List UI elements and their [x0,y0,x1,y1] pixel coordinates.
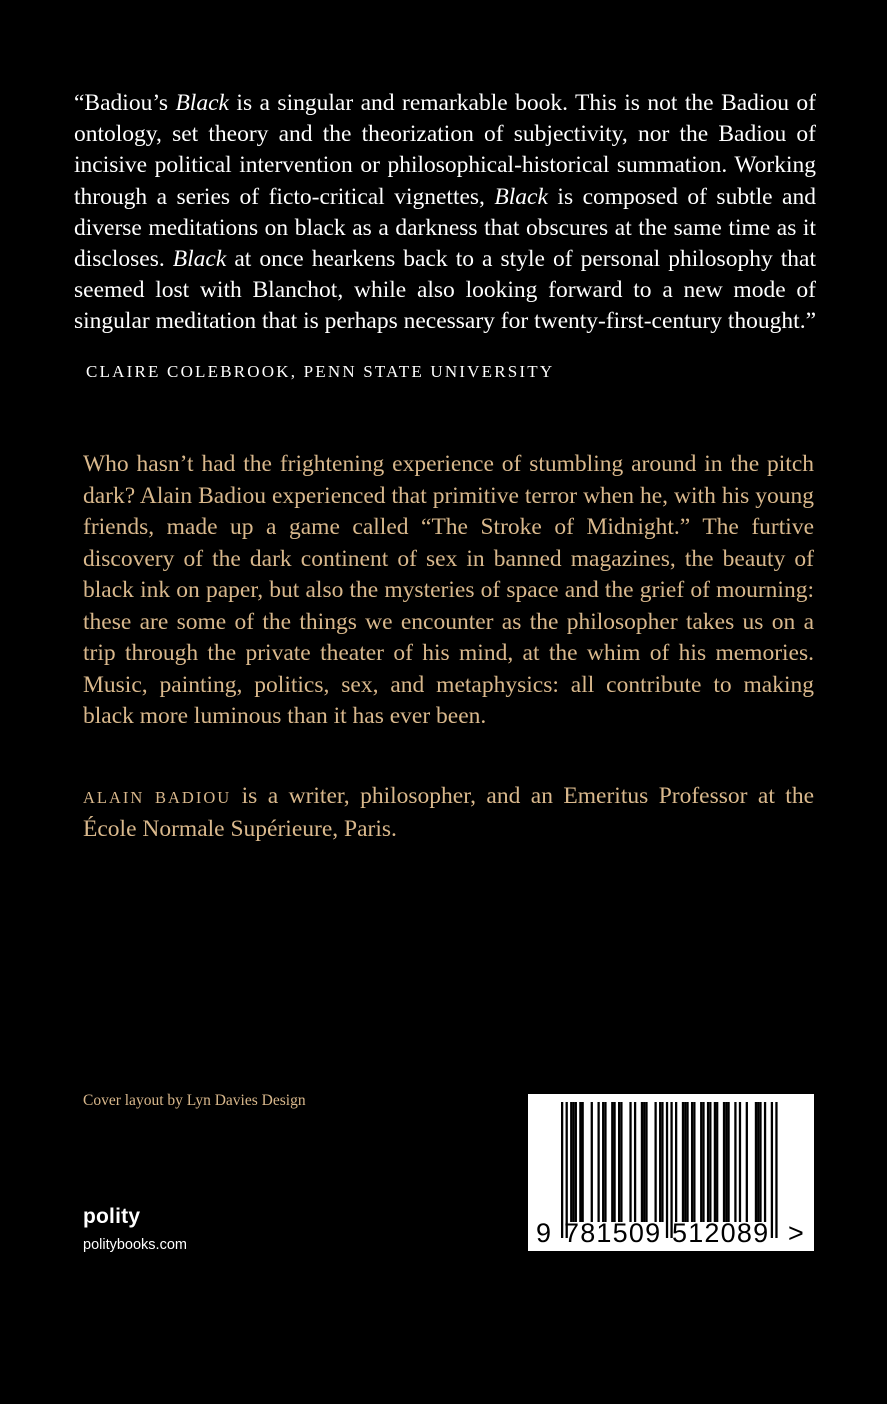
barcode-bar [641,1102,643,1222]
book-title-italic: Black [172,246,227,273]
isbn-barcode [528,1094,814,1251]
barcode-bar [643,1102,645,1222]
barcode-bar [620,1102,622,1222]
isbn-group-left: 781509 [564,1218,662,1248]
isbn-group-right: 512089 [672,1218,770,1248]
book-title-italic: Black [175,90,229,116]
barcode-bar [755,1102,757,1222]
barcode-bar [682,1102,684,1222]
barcode-bar [611,1102,613,1222]
isbn-arrow: > [788,1218,804,1248]
barcode-bar [707,1102,709,1222]
barcode-bar [727,1102,729,1222]
barcode-bar [659,1102,661,1222]
barcode-bar [661,1102,663,1222]
barcode-bar [746,1102,748,1222]
publisher-logo: polity [83,1205,141,1228]
barcode-bar [602,1102,604,1222]
barcode-bar [723,1102,725,1222]
author-name: ALAIN BADIOU [83,788,232,807]
barcode-bar [618,1102,620,1222]
barcode-bar [716,1102,718,1222]
endorsement-quote: “Badiou’s Black is a singular and remarkable book. This is not the Badiou of ontology, set theory and the theorization of subjectivity, nor the Badiou of incisive political intervention or philosophical-historical summation. Working through a series of ficto-critical vignettes, Black is composed of subtle and diverse meditations on black as a darkness that obscures at the same time as it discloses. Black at once hearkens back to a style of personal philosophy that seemed lost with Blanchot, while also looking forward to a new mode of singular meditation that is perhaps necessary for twenty-first-century thought.” [74,90,816,335]
barcode-bar [597,1102,599,1222]
barcode-bar [709,1102,711,1222]
barcode-bar [613,1102,615,1222]
barcode-bar [572,1102,574,1222]
barcode-bar [582,1102,584,1222]
book-description: Who hasn’t had the frightening experience of stumbling around in the pitch dark? Alain Badiou experienced that primitive terror when he, with his young friends, made up a game called “The Stroke of Midnight.” The furtive discovery of the dark continent of sex in banned magazines, the beauty of black ink on paper, but also the mysteries of space and the grief of mourning: these are some of the things we encounter as the philosopher takes us on a trip through the private theater of his mind, at the whim of his memories. Music, painting, politics, sex, and metaphysics: all contribute to making black more luminous than it has ever been. [83,451,814,729]
endorsement-attribution: CLAIRE COLEBROOK, PENN STATE UNIVERSITY [86,362,555,381]
barcode-bar [691,1102,693,1222]
barcode-bar [739,1102,741,1222]
publisher-url: politybooks.com [83,1237,187,1253]
barcode-bar [700,1102,702,1222]
isbn-first-digit: 9 [536,1218,552,1248]
barcode-bar [693,1102,695,1222]
barcode-bar [604,1102,606,1222]
barcode-bar [757,1102,759,1222]
barcode-bar [759,1102,761,1222]
cover-credit: Cover layout by Lyn Davies Design [83,1092,306,1109]
barcode-bar [702,1102,704,1222]
barcode-bar [764,1102,766,1222]
barcode-bar [645,1102,647,1222]
author-bio: ALAIN BADIOU is a writer, philosopher, and an Emeritus Professor at the École Normale Supérieure, Paris. [83,783,815,842]
barcode-bar [675,1102,677,1222]
barcode-bar [575,1102,577,1222]
barcode-bar [654,1102,656,1222]
barcode-bar [591,1102,593,1222]
barcode-bar [725,1102,727,1222]
barcode-bar [634,1102,636,1222]
book-title-italic: Black [494,183,548,210]
barcode-bar [686,1102,688,1222]
barcode-bar [570,1102,572,1222]
barcode-bar [579,1102,581,1222]
barcode-bar [629,1102,631,1222]
isbn-digits [528,1218,814,1248]
barcode-bar [714,1102,716,1222]
barcode-bar [684,1102,686,1222]
barcode-bar [734,1102,736,1222]
